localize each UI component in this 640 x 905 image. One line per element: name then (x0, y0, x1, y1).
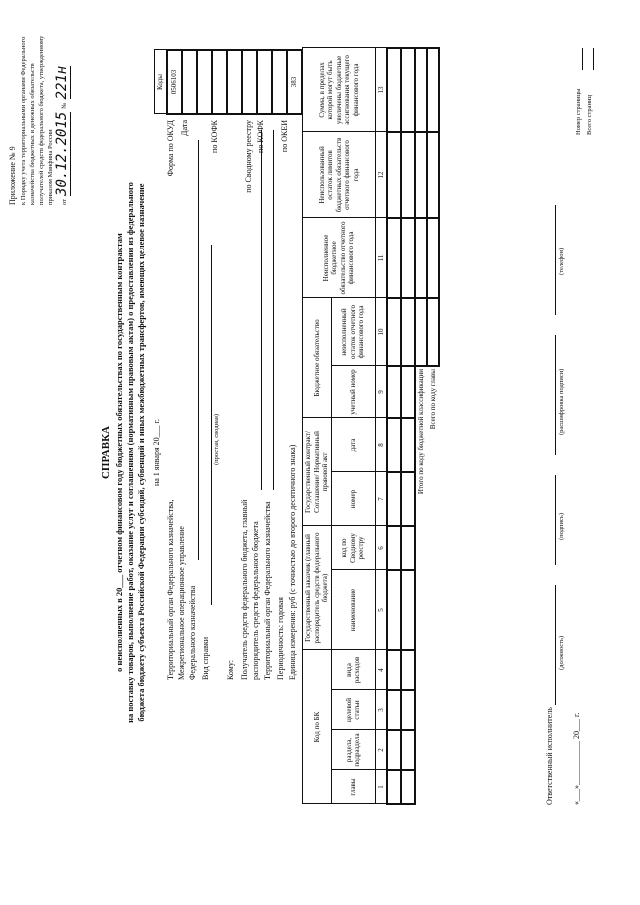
codes-header: Коды (155, 50, 168, 114)
col-bo-remainder: неисполненный остаток отчетного финансового года (331, 298, 375, 366)
total-code-label: Итого по коду бюджетной классификации (417, 368, 426, 495)
field-tofk-recipient-underline[interactable] (273, 130, 274, 490)
col-bud-obl: Бюджетное обязательство (303, 298, 332, 418)
code-okud: 0506103 (167, 50, 182, 114)
total-code-row (415, 48, 427, 804)
caption-position: (должность) (558, 635, 565, 670)
col-kbk: Код по БК (303, 650, 332, 804)
col-contract: Государственный контракт/Соглашение/ Нормативный правовой акт (303, 418, 332, 526)
code-blank-3 (272, 50, 287, 114)
field-tofk-3: Федерального казначейства (188, 585, 197, 680)
label-kofk-2: по КОФК (256, 120, 265, 153)
doc-title-line-3: бюджета бюджету субъекта Российской Федерации субсидий, субвенций и иных межбюджетных трансфертов, имеющих целевое назначение (136, 183, 146, 722)
codes-table (154, 49, 303, 115)
total-chapter-row (427, 48, 439, 804)
field-spravka-type-hint: (простая, сводная) (213, 413, 220, 465)
page-count-line[interactable] (593, 48, 594, 70)
signature-date: «___»___________ 20___ г. (572, 712, 581, 805)
label-date: Дата (180, 120, 189, 136)
page-number-label: Номер страницы (575, 88, 582, 135)
label-okud: Форма по ОКУД (166, 120, 175, 177)
col-vid-rashodov: вида расходов (331, 650, 375, 690)
colnum-2: 2 (375, 730, 387, 770)
col-gz-code: код по Сводному реестру (331, 526, 375, 570)
field-tofk-1: Территориальный орган Федерального казначейства, (166, 499, 175, 680)
field-recipient-2: распорядитель средств федерального бюджета (251, 521, 260, 680)
col-contract-number: номер (331, 472, 375, 526)
code-blank-2 (227, 50, 242, 114)
colnum-7: 7 (375, 472, 387, 526)
field-tofk-2: Межрегиональное операционное управление (177, 526, 186, 680)
col-increase-sum: Сумма, в пределах которой могут быть увеличены бюджетные ассигнования текущего финансового года (303, 48, 376, 132)
code-okei: 383 (287, 50, 302, 114)
colnum-5: 5 (375, 570, 387, 650)
colnum-6: 6 (375, 526, 387, 570)
table-row (401, 48, 415, 804)
label-kofk-1: по КОФК (210, 120, 219, 153)
signature-phone-line[interactable] (555, 205, 556, 315)
order-date: 30.12.2015 (54, 111, 70, 196)
page-count-label: Всего страниц (586, 95, 593, 135)
appendix-title: Приложение № 9 (8, 146, 17, 205)
col-contract-date: дата (331, 418, 375, 472)
doc-title-line-2: на поставку товаров, выполнение работ, оказание услуг и соглашениям (нормативным правовым актам) о предоставлении из федерального (125, 182, 135, 723)
doc-title: СПРАВКА (100, 426, 112, 480)
col-cel-statya: целевой статьи (331, 690, 375, 730)
caption-name: (расшифровка подписи) (558, 368, 565, 435)
signature-position-line[interactable] (555, 585, 556, 705)
col-gos-zakazchik: Государственный заказчик (главный распорядитель средств федерального бюджета) (303, 526, 332, 650)
code-date (182, 50, 197, 114)
colnum-9: 9 (375, 366, 387, 418)
order-prefix: от (61, 198, 68, 205)
colnum-11: 11 (375, 218, 387, 298)
total-chapter-label: Всего по коду главы (428, 368, 437, 430)
code-kofk-1 (212, 50, 227, 114)
field-unit: Единица измерения: руб (с точностью до второго десятичного знака) (288, 444, 297, 680)
colnum-13: 13 (375, 48, 387, 132)
colnum-3: 3 (375, 690, 387, 730)
appendix-line-3: получателей средств федерального бюджета, утвержденному (38, 35, 45, 205)
col-bo-number: учетный номер (331, 366, 375, 418)
caption-sign: (подпись) (558, 513, 565, 540)
field-recipient-underline[interactable] (261, 130, 262, 490)
col-glava: главы (331, 770, 375, 804)
report-date-line: на 1 января 20___ г. (152, 418, 161, 487)
colnum-1: 1 (375, 770, 387, 804)
code-blank-1 (197, 50, 212, 114)
table-row (387, 48, 401, 804)
obligations-table (302, 47, 440, 805)
col-gz-name: наименование (331, 570, 375, 650)
code-svodny-reestr (242, 50, 257, 114)
order-no-prefix: № (61, 102, 68, 109)
field-spravka-type-underline[interactable] (211, 245, 212, 605)
caption-phone: (телефон) (558, 247, 565, 275)
page-number-line[interactable] (582, 48, 583, 70)
order-number: 221н (54, 65, 70, 100)
appendix-order (54, 66, 71, 205)
field-recipient-1: Получатель средств федерального бюджета, главный (240, 499, 249, 680)
appendix-line-4: приказом Минфина России (47, 129, 54, 205)
field-tofk-underline[interactable] (198, 140, 199, 560)
col-unexecuted: Неисполненное бюджетное обязательство отчетного финансового года (303, 218, 376, 298)
field-spravka-type: Вид справки (201, 636, 210, 680)
col-unused-limits: Неиспользованный остаток лимитов бюджетных обязательств отчетного финансового года (303, 132, 376, 218)
colnum-8: 8 (375, 418, 387, 472)
doc-title-line-1: о неисполненных в 20___ отчетном финансовом году бюджетных обязательствах по государственным контрактам (114, 233, 124, 672)
signature-name-line[interactable] (555, 335, 556, 455)
signature-label: Ответственный исполнитель (545, 707, 554, 805)
field-komu: Кому: (226, 660, 235, 680)
code-kofk-2 (257, 50, 272, 114)
colnum-4: 4 (375, 650, 387, 690)
signature-sign-line[interactable] (555, 475, 556, 565)
field-periodicity: Периодичность: годовая (276, 597, 285, 680)
appendix-line-2: казначейства бюджетных и денежных обязательств (29, 63, 36, 205)
appendix-line-1: к Порядку учета территориальными органами Федерального (20, 36, 27, 205)
colnum-12: 12 (375, 132, 387, 218)
label-okei: по ОКЕИ (280, 120, 289, 153)
col-razdel: раздела, подраздела (331, 730, 375, 770)
field-tofk-recipient: Территориальный орган Федерального казначейства (263, 501, 272, 680)
colnum-10: 10 (375, 298, 387, 366)
label-svodny-reestr: по Сводному реестру (244, 120, 253, 193)
